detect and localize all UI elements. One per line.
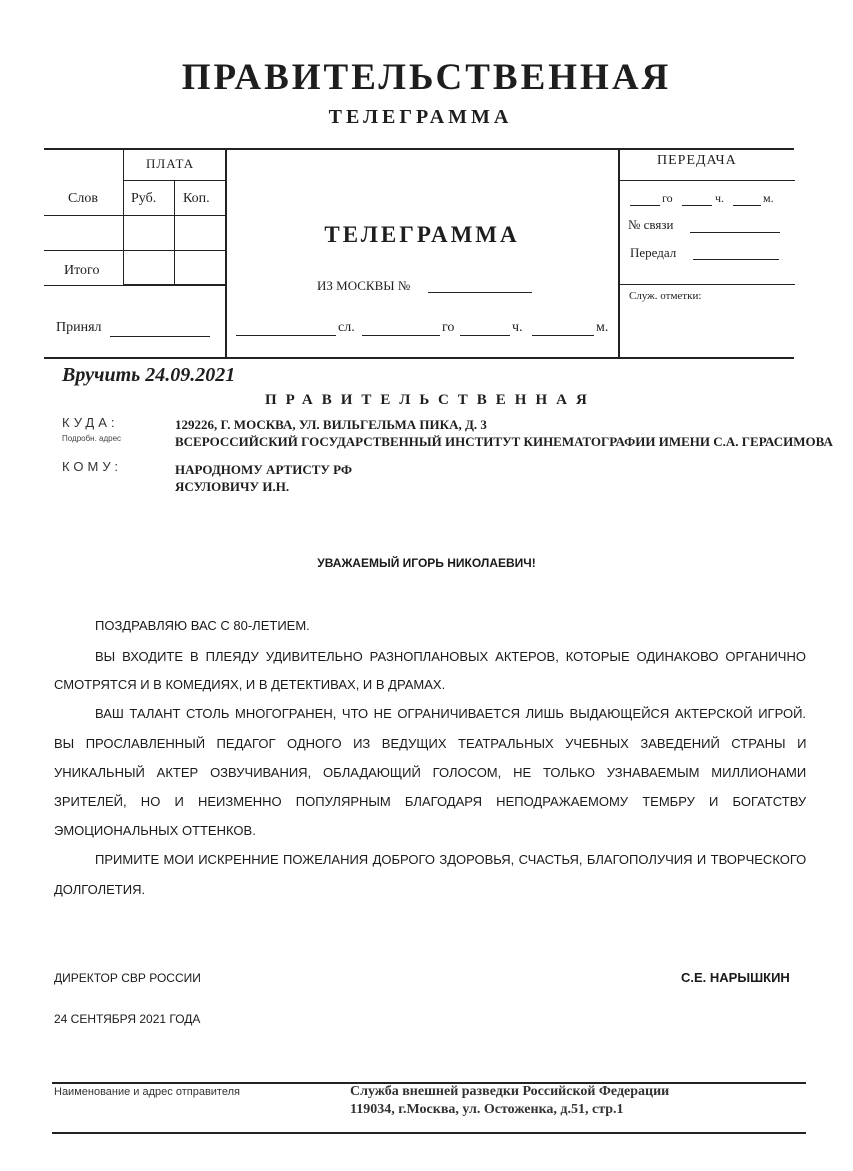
center-blank-3 [460,335,510,336]
plata-vline-1 [123,148,124,285]
plata-vline-2 [174,181,175,285]
komu-line-2: ЯСУЛОВИЧУ И.Н. [175,479,290,494]
greeting: УВАЖАЕМЫЙ ИГОРЬ НИКОЛАЕВИЧ! [317,556,536,570]
message-p3-line-4: ЗРИТЕЛЕЙ, НО И НЕИЗМЕННО ПОПУЛЯРНЫМ БЛАГОДАРЯ НЕПОДРАЖАЕМОМУ ТЕМБРУ И БОГАТСТВУ [54,794,807,809]
message-p3-line-2: ВЫ ПРОСЛАВЛЕННЫЙ ПЕДАГОГ ОДНОГО ИЗ ВЕДУЩИХ ТЕАТРАЛЬНЫХ УЧЕБНЫХ ЗАВЕДЕНИЙ СТРАНЫ И [54,736,807,751]
center-blank-4 [532,335,594,336]
prinyal-blank [110,336,210,337]
document-title: ПРАВИТЕЛЬСТВЕННАЯ [181,57,672,98]
deliver-date: Вручить 24.09.2021 [62,364,236,386]
sender-name: Служба внешней разведки Российской Федерации [350,1084,670,1099]
peredal-blank [693,259,779,260]
message-p2-line-2: СМОТРЯТСЯ И В КОМЕДИЯХ, И В ДЕТЕКТИВАХ, И В ДРАМАХ. [54,677,446,692]
podrobn-label: Подробн. адрес [62,434,122,443]
message-p4-line-2: ДОЛГОЛЕТИЯ. [54,882,146,897]
peredal-label: Передал [630,245,677,260]
peredacha-blank-1 [630,205,660,206]
ch-label: ч. [512,320,523,335]
peredacha-hline [619,180,795,181]
peredacha-blank-3 [733,205,761,206]
message-p2-line-1: ВЫ ВХОДИТЕ В ПЛЕЯДУ УДИВИТЕЛЬНО РАЗНОПЛАНОВЫХ АКТЕРОВ, КОТОРЫЕ ОДИНАКОВО ОРГАНИЧНО [95,649,806,664]
message-p3-line-1: ВАШ ТАЛАНТ СТОЛЬ МНОГОГРАНЕН, ЧТО НЕ ОГРАНИЧИВАЕТСЯ ЛИШЬ ВЫДАЮЩЕЙСЯ АКТЕРСКОЙ ИГРОЙ. [95,706,807,721]
peredacha-ch-label: ч. [715,191,725,205]
peredacha-blank-2 [682,205,712,206]
otmetki-hline [619,284,795,285]
sender-label: Наименование и адрес отправителя [54,1086,240,1098]
signer-name: С.Е. НАРЫШКИН [681,970,790,985]
no-svyazi-label: № связи [628,217,674,232]
sl-label: сл. [338,320,355,335]
sluzh-otmetki-label: Служ. отметки: [629,290,702,302]
center-blank-1 [236,335,336,336]
m-label: м. [596,320,609,335]
peredacha-go-label: го [662,191,673,205]
slov-label: Слов [68,191,98,206]
form-bottom-border [44,357,794,359]
center-telegram-title: ТЕЛЕГРАММА [324,222,520,247]
message-p1: ПОЗДРАВЛЯЮ ВАС С 80-ЛЕТИЕМ. [95,618,310,633]
plata-hline [123,180,226,181]
kuda-label: КУДА: [62,415,119,430]
telegram-type: ПРАВИТЕЛЬСТВЕННАЯ [265,392,596,408]
message-p3-line-5: ЭМОЦИОНАЛЬНЫХ ОТТЕНКОВ. [54,823,256,838]
message-p3-line-3: УНИКАЛЬНЫЙ АКТЕР ОЗВУЧИВАНИЯ, ОБЛАДАЮЩИЙ ГОЛОСОМ, НЕ ТОЛЬКО УЗНАВАЕМЫМ МИЛЛИОНАМИ [54,765,807,780]
signer-position: ДИРЕКТОР СВР РОССИИ [54,971,201,985]
document-subtitle: ТЕЛЕГРАММА [328,106,513,128]
iz-moskvy-label: ИЗ МОСКВЫ № [317,278,411,293]
go-label: го [442,320,455,335]
no-svyazi-blank [690,232,780,233]
itogo-label: Итого [64,263,100,278]
itogo-hline-left [44,285,226,286]
kuda-line-1: 129226, Г. МОСКВА, УЛ. ВИЛЬГЕЛЬМА ПИКА, Д. 3 [175,417,487,432]
mid-hline [44,250,226,251]
rub-label: Руб. [131,191,157,206]
kuda-line-2: ВСЕРОССИЙСКИЙ ГОСУДАРСТВЕННЫЙ ИНСТИТУТ КИНЕМАТОГРАФИИ ИМЕНИ С.А. ГЕРАСИМОВА [175,434,833,449]
peredacha-label: ПЕРЕДАЧА [657,153,737,168]
message-p4-line-1: ПРИМИТЕ МОИ ИСКРЕННИЕ ПОЖЕЛАНИЯ ДОБРОГО ЗДОРОВЬЯ, СЧАСТЬЯ, БЛАГОПОЛУЧИЯ И ТВОРЧЕСКОГО [95,852,807,867]
iz-moskvy-blank [428,292,532,293]
komu-label: КОМУ: [62,459,122,474]
plata-label: ПЛАТА [146,156,195,171]
kop-label: Коп. [183,191,210,206]
signature-date: 24 СЕНТЯБРЯ 2021 ГОДА [54,1012,201,1026]
peredacha-m-label: м. [763,191,774,205]
komu-line-1: НАРОДНОМУ АРТИСТУ РФ [175,462,353,477]
center-blank-2 [362,335,440,336]
sender-address: 119034, г.Москва, ул. Остоженка, д.51, стр.1 [350,1102,624,1117]
slov-hline [44,215,226,216]
footer-bottom-line [52,1132,806,1134]
prinyal-label: Принял [56,320,102,335]
form-top-border [44,148,794,150]
